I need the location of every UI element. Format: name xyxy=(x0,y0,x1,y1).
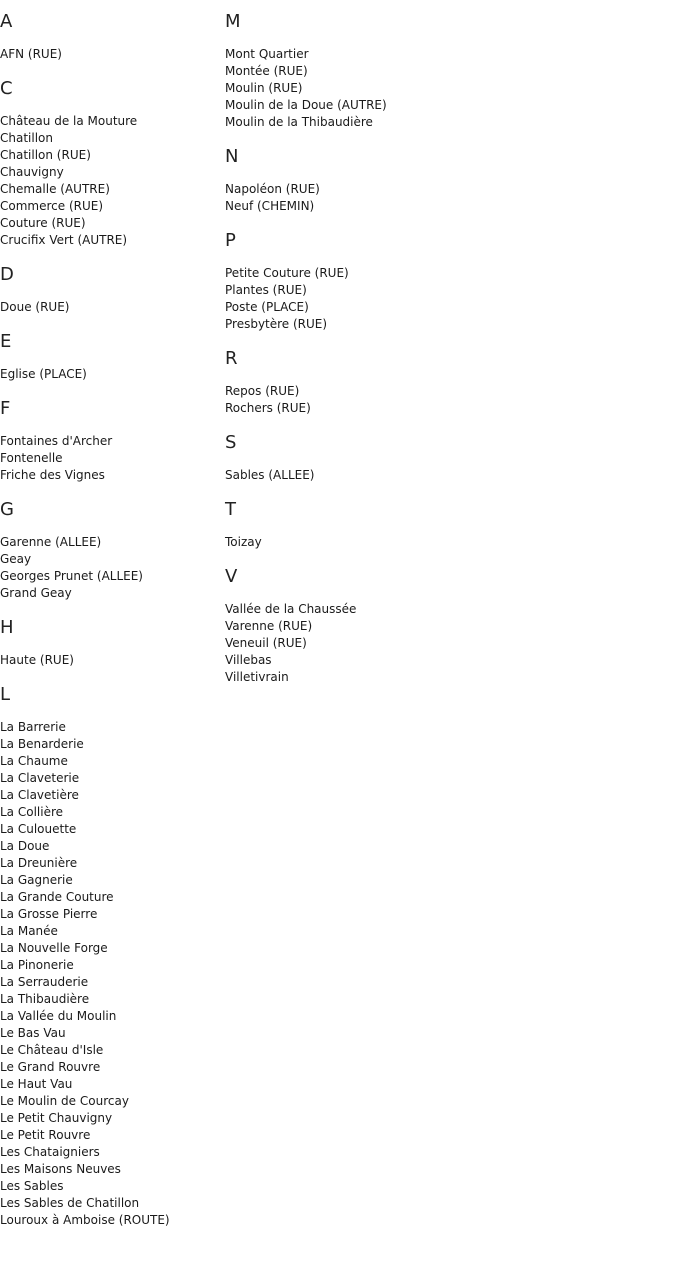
letter-heading: R xyxy=(225,348,238,369)
list-item xyxy=(0,719,220,736)
street-link-chatillon[interactable]: Chatillon xyxy=(0,131,53,145)
street-link-la-gagnerie[interactable]: La Gagnerie xyxy=(0,873,73,887)
street-list xyxy=(0,433,220,484)
list-item xyxy=(0,753,220,770)
street-link-moulin-rue[interactable]: Moulin (RUE) xyxy=(225,81,303,95)
street-link-le-bas-vau[interactable]: Le Bas Vau xyxy=(0,1026,66,1040)
list-item xyxy=(225,46,665,63)
letter-heading: G xyxy=(0,499,14,520)
list-item xyxy=(0,1093,220,1110)
list-item xyxy=(225,114,665,131)
list-item xyxy=(0,433,220,450)
list-item xyxy=(0,838,220,855)
list-item xyxy=(225,181,665,198)
list-item xyxy=(0,1008,220,1025)
list-item xyxy=(0,215,220,232)
street-list xyxy=(0,366,220,383)
list-item xyxy=(0,1195,220,1212)
list-item xyxy=(0,1059,220,1076)
list-item xyxy=(225,400,665,417)
street-link-geay[interactable]: Geay xyxy=(0,552,32,566)
street-link-chateau-de-la-mouture[interactable]: Château de la Mouture xyxy=(0,114,138,128)
street-link-le-petit-chauvigny[interactable]: Le Petit Chauvigny xyxy=(0,1111,113,1125)
list-item xyxy=(0,957,220,974)
street-link-toizay[interactable]: Toizay xyxy=(225,535,262,549)
list-item xyxy=(0,991,220,1008)
street-list xyxy=(0,113,220,249)
list-item xyxy=(225,652,665,669)
list-item xyxy=(0,1178,220,1195)
street-list xyxy=(0,299,220,316)
letter-section-c xyxy=(0,79,220,249)
letter-heading: M xyxy=(225,11,241,32)
letter-heading: V xyxy=(225,566,238,587)
street-link-la-culouette[interactable]: La Culouette xyxy=(0,822,77,836)
street-link-le-moulin-de-courcay[interactable]: Le Moulin de Courcay xyxy=(0,1094,129,1108)
list-item xyxy=(225,299,665,316)
list-item xyxy=(0,1076,220,1093)
list-item xyxy=(0,821,220,838)
list-item xyxy=(225,534,665,551)
street-link-chauvigny[interactable]: Chauvigny xyxy=(0,165,64,179)
street-link-vallee-de-la-chaussee[interactable]: Vallée de la Chaussée xyxy=(225,602,357,616)
street-list xyxy=(225,265,665,333)
street-link-le-grand-rouvre[interactable]: Le Grand Rouvre xyxy=(0,1060,101,1074)
street-link-friche-des-vignes[interactable]: Friche des Vignes xyxy=(0,468,105,482)
list-item xyxy=(0,181,220,198)
list-item xyxy=(225,265,665,282)
street-list xyxy=(0,534,220,602)
letter-heading: C xyxy=(0,78,13,99)
street-link-la-barrerie[interactable]: La Barrerie xyxy=(0,720,66,734)
street-link-presbytere-rue[interactable]: Presbytère (RUE) xyxy=(225,317,328,331)
letter-section-h xyxy=(0,618,220,669)
list-item xyxy=(0,366,220,383)
letter-heading: T xyxy=(225,499,236,520)
street-list xyxy=(0,46,220,63)
letter-section-m xyxy=(225,12,665,131)
street-link-la-manee[interactable]: La Manée xyxy=(0,924,58,938)
letter-section-g xyxy=(0,500,220,602)
street-link-sables-allee[interactable]: Sables (ALLEE) xyxy=(225,468,315,482)
letter-section-p xyxy=(225,231,665,333)
street-link-louroux-a-amboise-route[interactable]: Louroux à Amboise (ROUTE) xyxy=(0,1213,170,1227)
list-item xyxy=(0,1127,220,1144)
list-item xyxy=(0,906,220,923)
street-link-le-petit-rouvre[interactable]: Le Petit Rouvre xyxy=(0,1128,91,1142)
list-item xyxy=(0,1025,220,1042)
street-link-doue-rue[interactable]: Doue (RUE) xyxy=(0,300,70,314)
street-list xyxy=(0,652,220,669)
list-item xyxy=(0,585,220,602)
street-link-repos-rue[interactable]: Repos (RUE) xyxy=(225,384,300,398)
street-link-rochers-rue[interactable]: Rochers (RUE) xyxy=(225,401,311,415)
street-link-georges-prunet-allee[interactable]: Georges Prunet (ALLEE) xyxy=(0,569,143,583)
street-link-fontaines-d-archer[interactable]: Fontaines d'Archer xyxy=(0,434,113,448)
letter-section-e xyxy=(0,332,220,383)
list-item xyxy=(0,974,220,991)
letter-heading: E xyxy=(0,331,12,352)
street-link-crucifix-vert-autre[interactable]: Crucifix Vert (AUTRE) xyxy=(0,233,128,247)
list-item xyxy=(0,1042,220,1059)
letter-section-t xyxy=(225,500,665,551)
letter-section-r xyxy=(225,349,665,417)
right-column xyxy=(225,0,665,702)
street-link-la-benarderie[interactable]: La Benarderie xyxy=(0,737,84,751)
list-item xyxy=(0,770,220,787)
street-link-chemalle-autre[interactable]: Chemalle (AUTRE) xyxy=(0,182,110,196)
list-item xyxy=(0,147,220,164)
list-item xyxy=(0,450,220,467)
street-list xyxy=(0,719,220,1229)
street-link-mont-quartier[interactable]: Mont Quartier xyxy=(225,47,309,61)
list-item xyxy=(0,1212,220,1229)
street-link-la-doue[interactable]: La Doue xyxy=(0,839,50,853)
list-item xyxy=(225,63,665,80)
street-link-la-pinonerie[interactable]: La Pinonerie xyxy=(0,958,74,972)
street-link-les-chataigniers[interactable]: Les Chataigniers xyxy=(0,1145,100,1159)
list-item xyxy=(0,1161,220,1178)
street-link-le-chateau-d-isle[interactable]: Le Château d'Isle xyxy=(0,1043,104,1057)
letter-heading: F xyxy=(0,398,11,419)
street-link-la-thibaudiere[interactable]: La Thibaudière xyxy=(0,992,90,1006)
street-link-garenne-allee[interactable]: Garenne (ALLEE) xyxy=(0,535,102,549)
list-item xyxy=(0,568,220,585)
street-link-eglise-place[interactable]: Eglise (PLACE) xyxy=(0,367,87,381)
list-item xyxy=(0,652,220,669)
list-item xyxy=(0,804,220,821)
street-list xyxy=(225,534,665,551)
street-list xyxy=(225,383,665,417)
street-link-les-maisons-neuves[interactable]: Les Maisons Neuves xyxy=(0,1162,121,1176)
street-link-le-haut-vau[interactable]: Le Haut Vau xyxy=(0,1077,73,1091)
street-link-varenne-rue[interactable]: Varenne (RUE) xyxy=(225,619,313,633)
letter-section-d xyxy=(0,265,220,316)
street-link-montee-rue[interactable]: Montée (RUE) xyxy=(225,64,308,78)
list-item xyxy=(225,618,665,635)
street-link-couture-rue[interactable]: Couture (RUE) xyxy=(0,216,86,230)
street-list xyxy=(225,181,665,215)
list-item xyxy=(0,551,220,568)
list-item xyxy=(0,923,220,940)
street-link-la-clavetiere[interactable]: La Clavetière xyxy=(0,788,79,802)
list-item xyxy=(225,316,665,333)
street-link-villetivrain[interactable]: Villetivrain xyxy=(225,670,289,684)
street-link-commerce-rue[interactable]: Commerce (RUE) xyxy=(0,199,104,213)
street-link-veneuil-rue[interactable]: Veneuil (RUE) xyxy=(225,636,307,650)
street-link-la-grosse-pierre[interactable]: La Grosse Pierre xyxy=(0,907,98,921)
list-item xyxy=(225,80,665,97)
letter-section-v xyxy=(225,567,665,686)
list-item xyxy=(0,940,220,957)
list-item xyxy=(225,97,665,114)
list-item xyxy=(0,534,220,551)
list-item xyxy=(225,383,665,400)
street-link-les-sables-de-chatillon[interactable]: Les Sables de Chatillon xyxy=(0,1196,140,1210)
street-link-les-sables[interactable]: Les Sables xyxy=(0,1179,64,1193)
street-list xyxy=(225,46,665,131)
list-item xyxy=(0,872,220,889)
street-link-napoleon-rue[interactable]: Napoléon (RUE) xyxy=(225,182,320,196)
letter-heading: P xyxy=(225,230,236,251)
list-item xyxy=(225,467,665,484)
list-item xyxy=(225,198,665,215)
street-link-poste-place[interactable]: Poste (PLACE) xyxy=(225,300,309,314)
letter-heading: S xyxy=(225,432,237,453)
list-item xyxy=(225,282,665,299)
list-item xyxy=(0,787,220,804)
list-item xyxy=(0,299,220,316)
list-item xyxy=(0,889,220,906)
list-item xyxy=(225,601,665,618)
list-item xyxy=(0,232,220,249)
list-item xyxy=(0,1110,220,1127)
left-column xyxy=(0,0,220,1245)
street-link-petite-couture-rue[interactable]: Petite Couture (RUE) xyxy=(225,266,349,280)
list-item xyxy=(0,198,220,215)
street-link-la-nouvelle-forge[interactable]: La Nouvelle Forge xyxy=(0,941,108,955)
list-item xyxy=(0,1144,220,1161)
letter-section-n xyxy=(225,147,665,215)
letter-heading: D xyxy=(0,264,14,285)
street-link-fontenelle[interactable]: Fontenelle xyxy=(0,451,63,465)
list-item xyxy=(0,113,220,130)
list-item xyxy=(225,669,665,686)
street-link-la-chaume[interactable]: La Chaume xyxy=(0,754,68,768)
street-link-plantes-rue[interactable]: Plantes (RUE) xyxy=(225,283,307,297)
letter-heading: N xyxy=(225,146,239,167)
street-list xyxy=(225,467,665,484)
street-link-neuf-chemin[interactable]: Neuf (CHEMIN) xyxy=(225,199,315,213)
letter-section-a xyxy=(0,12,220,63)
street-link-la-claveterie[interactable]: La Claveterie xyxy=(0,771,80,785)
list-item xyxy=(0,46,220,63)
street-list xyxy=(225,601,665,686)
letter-section-f xyxy=(0,399,220,484)
street-link-haute-rue[interactable]: Haute (RUE) xyxy=(0,653,74,667)
street-link-moulin-de-la-thibaudiere[interactable]: Moulin de la Thibaudière xyxy=(225,115,373,129)
street-link-la-serrauderie[interactable]: La Serrauderie xyxy=(0,975,89,989)
list-item xyxy=(0,855,220,872)
street-link-la-colliere[interactable]: La Collière xyxy=(0,805,64,819)
list-item xyxy=(0,467,220,484)
list-item xyxy=(0,164,220,181)
street-link-afn-rue[interactable]: AFN (RUE) xyxy=(0,47,62,61)
list-item xyxy=(0,736,220,753)
letter-heading: H xyxy=(0,617,14,638)
street-link-villebas[interactable]: Villebas xyxy=(225,653,272,667)
street-link-moulin-de-la-doue-autre[interactable]: Moulin de la Doue (AUTRE) xyxy=(225,98,387,112)
street-link-chatillon-rue[interactable]: Chatillon (RUE) xyxy=(0,148,91,162)
letter-section-l xyxy=(0,685,220,1229)
letter-section-s xyxy=(225,433,665,484)
letter-heading: A xyxy=(0,11,13,32)
list-item xyxy=(0,130,220,147)
street-link-la-vallee-du-moulin[interactable]: La Vallée du Moulin xyxy=(0,1009,117,1023)
street-link-la-dreuniere[interactable]: La Dreunière xyxy=(0,856,78,870)
letter-heading: L xyxy=(0,684,11,705)
street-link-la-grande-couture[interactable]: La Grande Couture xyxy=(0,890,114,904)
list-item xyxy=(225,635,665,652)
street-link-grand-geay[interactable]: Grand Geay xyxy=(0,586,72,600)
